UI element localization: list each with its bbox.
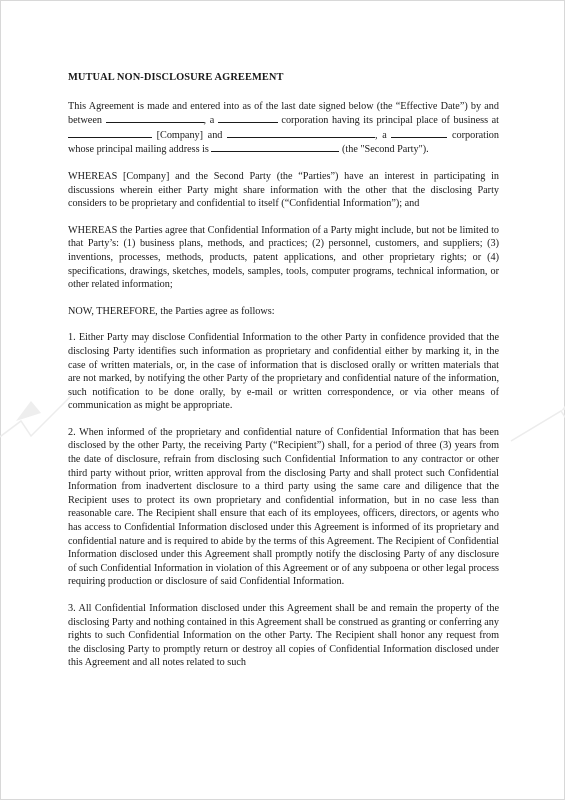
whereas-paragraph-1: WHEREAS [Company] and the Second Party (the “Parties”) have an interest in participating in discussions wherein either Party might share information with the other that the disclosing Party considers to be proprietary and confidential to itself (“Confidential Information”); and <box>68 170 499 210</box>
whereas-paragraph-2: WHEREAS the Parties agree that Confidential Information of a Party might include, but not be limited to that Party’s: (1) business plans, methods, and practices; (2) personnel, customers, and suppliers; (3) inventions, processes, methods, products, patent applications, and other proprietary rights; or (4) specifications, drawings, sketches, models, samples, tools, computer programs, technical information, or other related information; <box>68 224 499 291</box>
intro-text-3: corporation having its principal place of business at <box>277 115 499 127</box>
document-title: MUTUAL NON-DISCLOSURE AGREEMENT <box>68 72 284 83</box>
clause-3-paragraph: 3. All Confidential Information disclosed under this Agreement shall be and remain the property of the disclosing Party and nothing contained in this Agreement shall be construed as granting or conferring any rights to such Confidential Information on the other Party. The Recipient shall honor any request from the disclosing Party to promptly return or destroy all copies of Confidential Information disclosed under this Agreement and all notes related to such <box>68 603 499 669</box>
clause-2-paragraph: 2. When informed of the proprietary and confidential nature of Confidential Information that has been disclosed by the other Party, the receiving Party (“Recipient”) shall, for a period of three (3) years from the date of disclosure, refrain from disclosing such Confidential Information to any contractor or other third party without prior, written approval from the disclosing Party and shall protect such Confidential Information from inadvertent disclosure to a third party using the same care and diligence that the Recipient uses to protect its own proprietary and confidential information, but in no case less than reasonable care. The Recipient shall ensure that each of its employees, officers, directors, or agents who has access to Confidential Information disclosed under this Agreement is informed of its proprietary and confidential nature and is required to abide by the terms of this Agreement. The Recipient of Confidential Information disclosed under this Agreement shall promptly notify the disclosing Party of any disclosure of such Confidential Information in violation of this Agreement or of any subpoena or other legal process requiring production or disclosure of said Confidential Information. <box>68 426 499 588</box>
intro-text-7: (the "Second Party"). <box>339 144 429 156</box>
state-blank[interactable] <box>218 113 278 123</box>
clause-1-paragraph: 1. Either Party may disclose Confidential Information to the other Party in confidence provided that the disclosing Party identifies such information as proprietary and confidential either by marking it, in the case of written materials, or, in the case of information that is disclosed orally or written materials that are not marked, by notifying the other Party of the proprietary and confidential nature of the information, such notification to be done orally, by e-mail or written correspondence, or via other means of communication as might be appropriate. <box>68 332 499 412</box>
now-therefore-paragraph: NOW, THEREFORE, the Parties agree as follows: <box>68 305 275 317</box>
intro-paragraph <box>68 100 499 157</box>
second-party-address-blank[interactable] <box>211 142 339 152</box>
intro-text-5: , a <box>375 129 392 141</box>
address-blank[interactable] <box>68 128 152 138</box>
intro-text-1: This Agreement is made and entered into as of the last date signed below (the “Effective Date”) by and between <box>68 100 499 127</box>
intro-text-4: [Company] and <box>152 129 228 141</box>
party-name-blank[interactable] <box>106 113 204 123</box>
document-body <box>68 71 499 683</box>
intro-text-6: corporation whose principal mailing address is <box>68 129 499 156</box>
second-party-state-blank[interactable] <box>391 128 447 138</box>
second-party-name-blank[interactable] <box>227 128 375 138</box>
intro-text-2: , a <box>203 115 218 127</box>
